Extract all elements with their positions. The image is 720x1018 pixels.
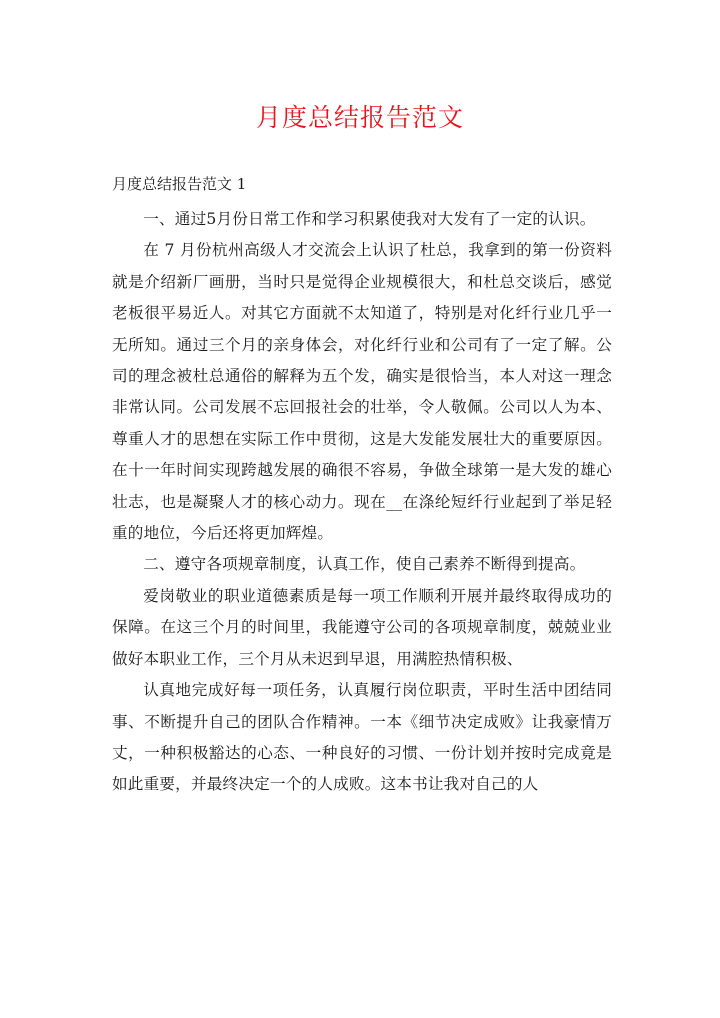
- paragraph-3: 二、遵守各项规章制度，认真工作，使自己素养不断得到提高。: [143, 555, 586, 574]
- paragraph-5: 认真地完成好每一项任务，认真履行岗位职责，平时生活中团结同事、不断提升自己的团队合作精神。一本《细节决定成败》让我豪情万丈，一种积极豁达的心态、一种良好的习惯、一份计划并按时完成竟是如此重要，并最终决定一个的人成败。这本书让我对自己的人: [112, 681, 612, 794]
- paragraph-4: 爱岗敬业的职业道德素质是每一项工作顺利开展并最终取得成功的保障。在这三个月的时间里，我能遵守公司的各项规章制度，兢兢业业做好本职业工作，三个月从未迟到早退，用满腔热情积极、: [112, 586, 612, 668]
- document-subtitle: 月度总结报告范文 1: [112, 175, 247, 193]
- paragraph-2: 在 7 月份杭州高级人才交流会上认识了杜总，我拿到的第一份资料就是介绍新厂画册，当时只是觉得企业规模很大，和杜总交谈后，感觉老板很平易近人。对其它方面就不太知道了，特别是对化纤行业几乎一无所知。通过三个月的亲身体会，对化纤行业和公司有了一定了解。公司的理念被杜总通俗的解释为五个发，确实是很恰当，本人对这一理念非常认同。公司发展不忘回报社会的壮举，令人敬佩。公司以人为本、尊重人才的思想在实际工作中贯彻，这是大发能发展壮大的重要原因。在十一年时间实现跨越发展的确很不容易，争做全球第一是大发的雄心壮志，也是凝聚人才的核心动力。现在__在涤纶短纤行业起到了举足轻重的地位，今后还将更加辉煌。: [112, 241, 612, 543]
- paragraph-1: 一、通过5月份日常工作和学习积累使我对大发有了一定的认识。: [143, 210, 596, 228]
- document-title: 月度总结报告范文: [255, 103, 464, 132]
- document-body: [112, 204, 612, 801]
